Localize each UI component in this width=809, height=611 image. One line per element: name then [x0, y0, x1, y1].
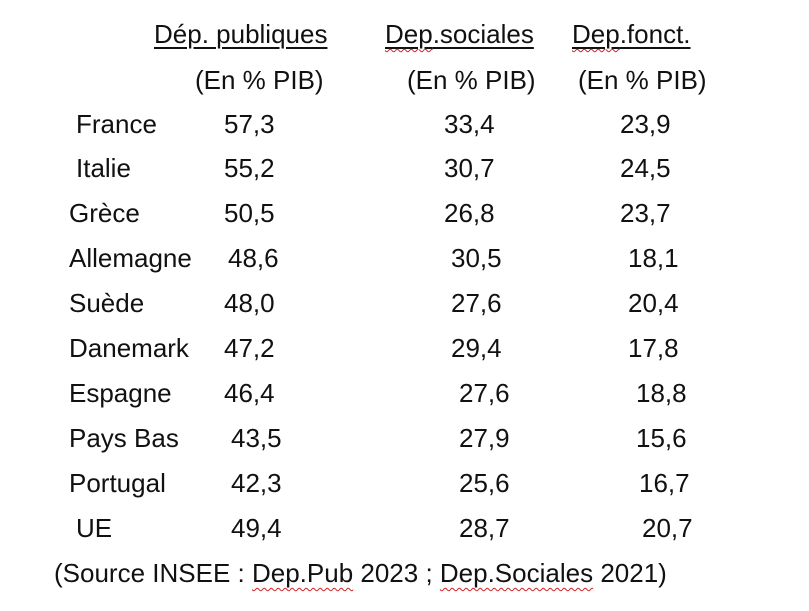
- value-dep-fonct: 20,7: [642, 513, 693, 543]
- header-dep-sociales-word: Dep: [385, 19, 433, 49]
- table-row: [0, 468, 809, 502]
- value-dep-fonct: 23,7: [620, 198, 671, 228]
- value-dep-fonct: 17,8: [628, 333, 679, 363]
- value-dep-sociales: 27,9: [459, 423, 510, 453]
- table-row: [0, 109, 809, 143]
- value-dep-publiques: 48,6: [228, 243, 279, 273]
- source-open: (Source INSEE :: [54, 558, 252, 588]
- table-row: [0, 378, 809, 412]
- source-close: 2021): [593, 558, 667, 588]
- value-dep-sociales: 28,7: [459, 513, 510, 543]
- country-label: Allemagne: [69, 243, 192, 273]
- table-row: [0, 423, 809, 457]
- source-dep-pub: Dep.Pub: [251, 558, 354, 588]
- value-dep-publiques: 42,3: [231, 468, 282, 498]
- country-label: Grèce: [69, 198, 140, 228]
- country-label: Suède: [69, 288, 145, 318]
- unit-dep-fonct: (En % PIB): [578, 65, 707, 95]
- value-dep-sociales: 25,6: [459, 468, 510, 498]
- value-dep-fonct: 20,4: [628, 288, 679, 318]
- value-dep-sociales: 27,6: [459, 378, 510, 408]
- unit-dep-publiques: (En % PIB): [195, 65, 324, 95]
- value-dep-fonct: 24,5: [620, 153, 671, 183]
- value-dep-publiques: 49,4: [231, 513, 282, 543]
- value-dep-publiques: 55,2: [224, 153, 275, 183]
- value-dep-sociales: 26,8: [444, 198, 495, 228]
- table-row: [0, 333, 809, 367]
- source-dep-sociales: Dep.Sociales: [439, 558, 594, 588]
- value-dep-publiques: 46,4: [224, 378, 275, 408]
- table-row: [0, 288, 809, 322]
- table-row: [0, 198, 809, 232]
- header-dep-fonct: [572, 19, 691, 49]
- source-note: [54, 558, 667, 588]
- country-label: Pays Bas: [69, 423, 179, 453]
- source-mid: 2023 ;: [353, 558, 440, 588]
- value-dep-sociales: 30,7: [444, 153, 495, 183]
- value-dep-publiques: 57,3: [224, 109, 275, 139]
- header-dep-fonct-suffix: .fonct.: [619, 19, 691, 49]
- country-label: Italie: [76, 153, 131, 183]
- country-label: France: [76, 109, 157, 139]
- table-row: [0, 513, 809, 547]
- value-dep-publiques: 48,0: [224, 288, 275, 318]
- country-label: Espagne: [69, 378, 172, 408]
- value-dep-fonct: 18,1: [628, 243, 679, 273]
- country-label: UE: [76, 513, 113, 543]
- header-dep-sociales: [385, 19, 534, 49]
- value-dep-publiques: 43,5: [231, 423, 282, 453]
- unit-dep-sociales: (En % PIB): [407, 65, 536, 95]
- value-dep-fonct: 18,8: [636, 378, 687, 408]
- country-label: Portugal: [69, 468, 166, 498]
- value-dep-sociales: 33,4: [444, 109, 495, 139]
- table-row: [0, 153, 809, 187]
- header-dep-sociales-suffix: .sociales: [432, 19, 534, 49]
- value-dep-sociales: 27,6: [451, 288, 502, 318]
- value-dep-fonct: 23,9: [620, 109, 671, 139]
- value-dep-publiques: 50,5: [224, 198, 275, 228]
- country-label: Danemark: [69, 333, 189, 363]
- header-dep-publiques: Dép. publiques: [154, 19, 328, 49]
- value-dep-publiques: 47,2: [224, 333, 275, 363]
- value-dep-fonct: 15,6: [636, 423, 687, 453]
- table-row: [0, 243, 809, 277]
- value-dep-sociales: 30,5: [451, 243, 502, 273]
- value-dep-sociales: 29,4: [451, 333, 502, 363]
- value-dep-fonct: 16,7: [639, 468, 690, 498]
- header-dep-fonct-word: Dep: [572, 19, 620, 49]
